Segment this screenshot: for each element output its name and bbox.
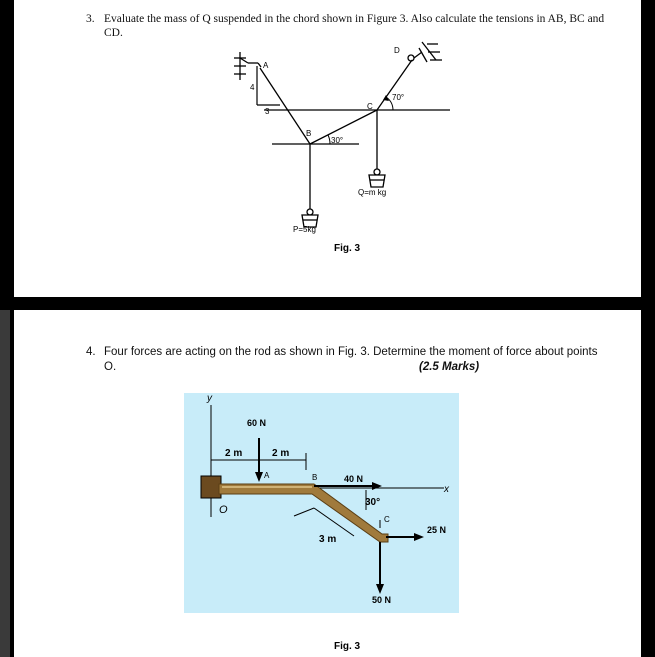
label-angle-c: 70° — [392, 93, 405, 102]
label-point-a: A — [264, 471, 270, 480]
label-dim-1: 2 m — [225, 448, 243, 459]
question-3-card — [14, 0, 641, 297]
label-x: x — [444, 484, 449, 495]
label-force-b: 40 N — [344, 474, 364, 484]
wall-support — [201, 476, 221, 498]
question-4-card — [14, 310, 641, 657]
figure-3-rod-diagram — [14, 310, 641, 657]
label-origin-o: O — [219, 504, 228, 516]
figure-3-caption-bottom: Fig. 3 — [334, 641, 361, 652]
angle-arc-b — [328, 135, 330, 144]
label-y: y — [207, 393, 212, 404]
label-ratio-vertical: 4 — [250, 83, 255, 92]
label-c: C — [367, 102, 373, 111]
label-force-c-right: 25 N — [427, 525, 447, 535]
ratio-triangle — [257, 66, 280, 105]
label-force-a: 60 N — [247, 418, 267, 428]
question-4-marks: (2.5 Marks) — [419, 361, 480, 373]
cord-ab — [260, 68, 310, 144]
cord-cd — [377, 60, 412, 110]
question-4-text-line1: Four forces are acting on the rod as shown in Fig. 3. Determine the moment of force about points — [104, 346, 598, 358]
question-3-text-line2: CD. — [104, 27, 123, 39]
label-point-b: B — [312, 473, 318, 482]
label-ratio-horizontal: 3 — [265, 107, 270, 116]
question-3-number: 3. — [86, 13, 95, 25]
label-b: B — [306, 129, 312, 138]
label-angle-b: 30° — [331, 136, 344, 145]
label-d: D — [394, 46, 400, 55]
label-point-c: C — [384, 515, 390, 524]
support-d-hatch — [408, 42, 442, 62]
figure-background — [184, 393, 459, 613]
question-4-number: 4. — [86, 346, 96, 358]
question-4-text-line2: O. — [104, 361, 117, 373]
label-a: A — [263, 61, 269, 70]
question-3-text-line1: Evaluate the mass of Q suspended in the chord shown in Figure 3. Also calculate the tensions in AB, BC and — [104, 13, 605, 25]
label-dim-2: 2 m — [272, 448, 290, 459]
label-mass-p: P=5kg — [293, 225, 316, 234]
figure-3-caption-top: Fig. 3 — [334, 243, 361, 254]
cord-bc — [310, 110, 377, 144]
figure-3-cord-diagram — [14, 0, 641, 297]
weight-q — [369, 169, 385, 187]
label-dim-3: 3 m — [319, 534, 337, 545]
left-edge-strip — [0, 310, 10, 657]
label-mass-q: Q=m kg — [358, 188, 387, 197]
label-force-c-down: 50 N — [372, 595, 392, 605]
label-angle: 30° — [365, 497, 381, 508]
